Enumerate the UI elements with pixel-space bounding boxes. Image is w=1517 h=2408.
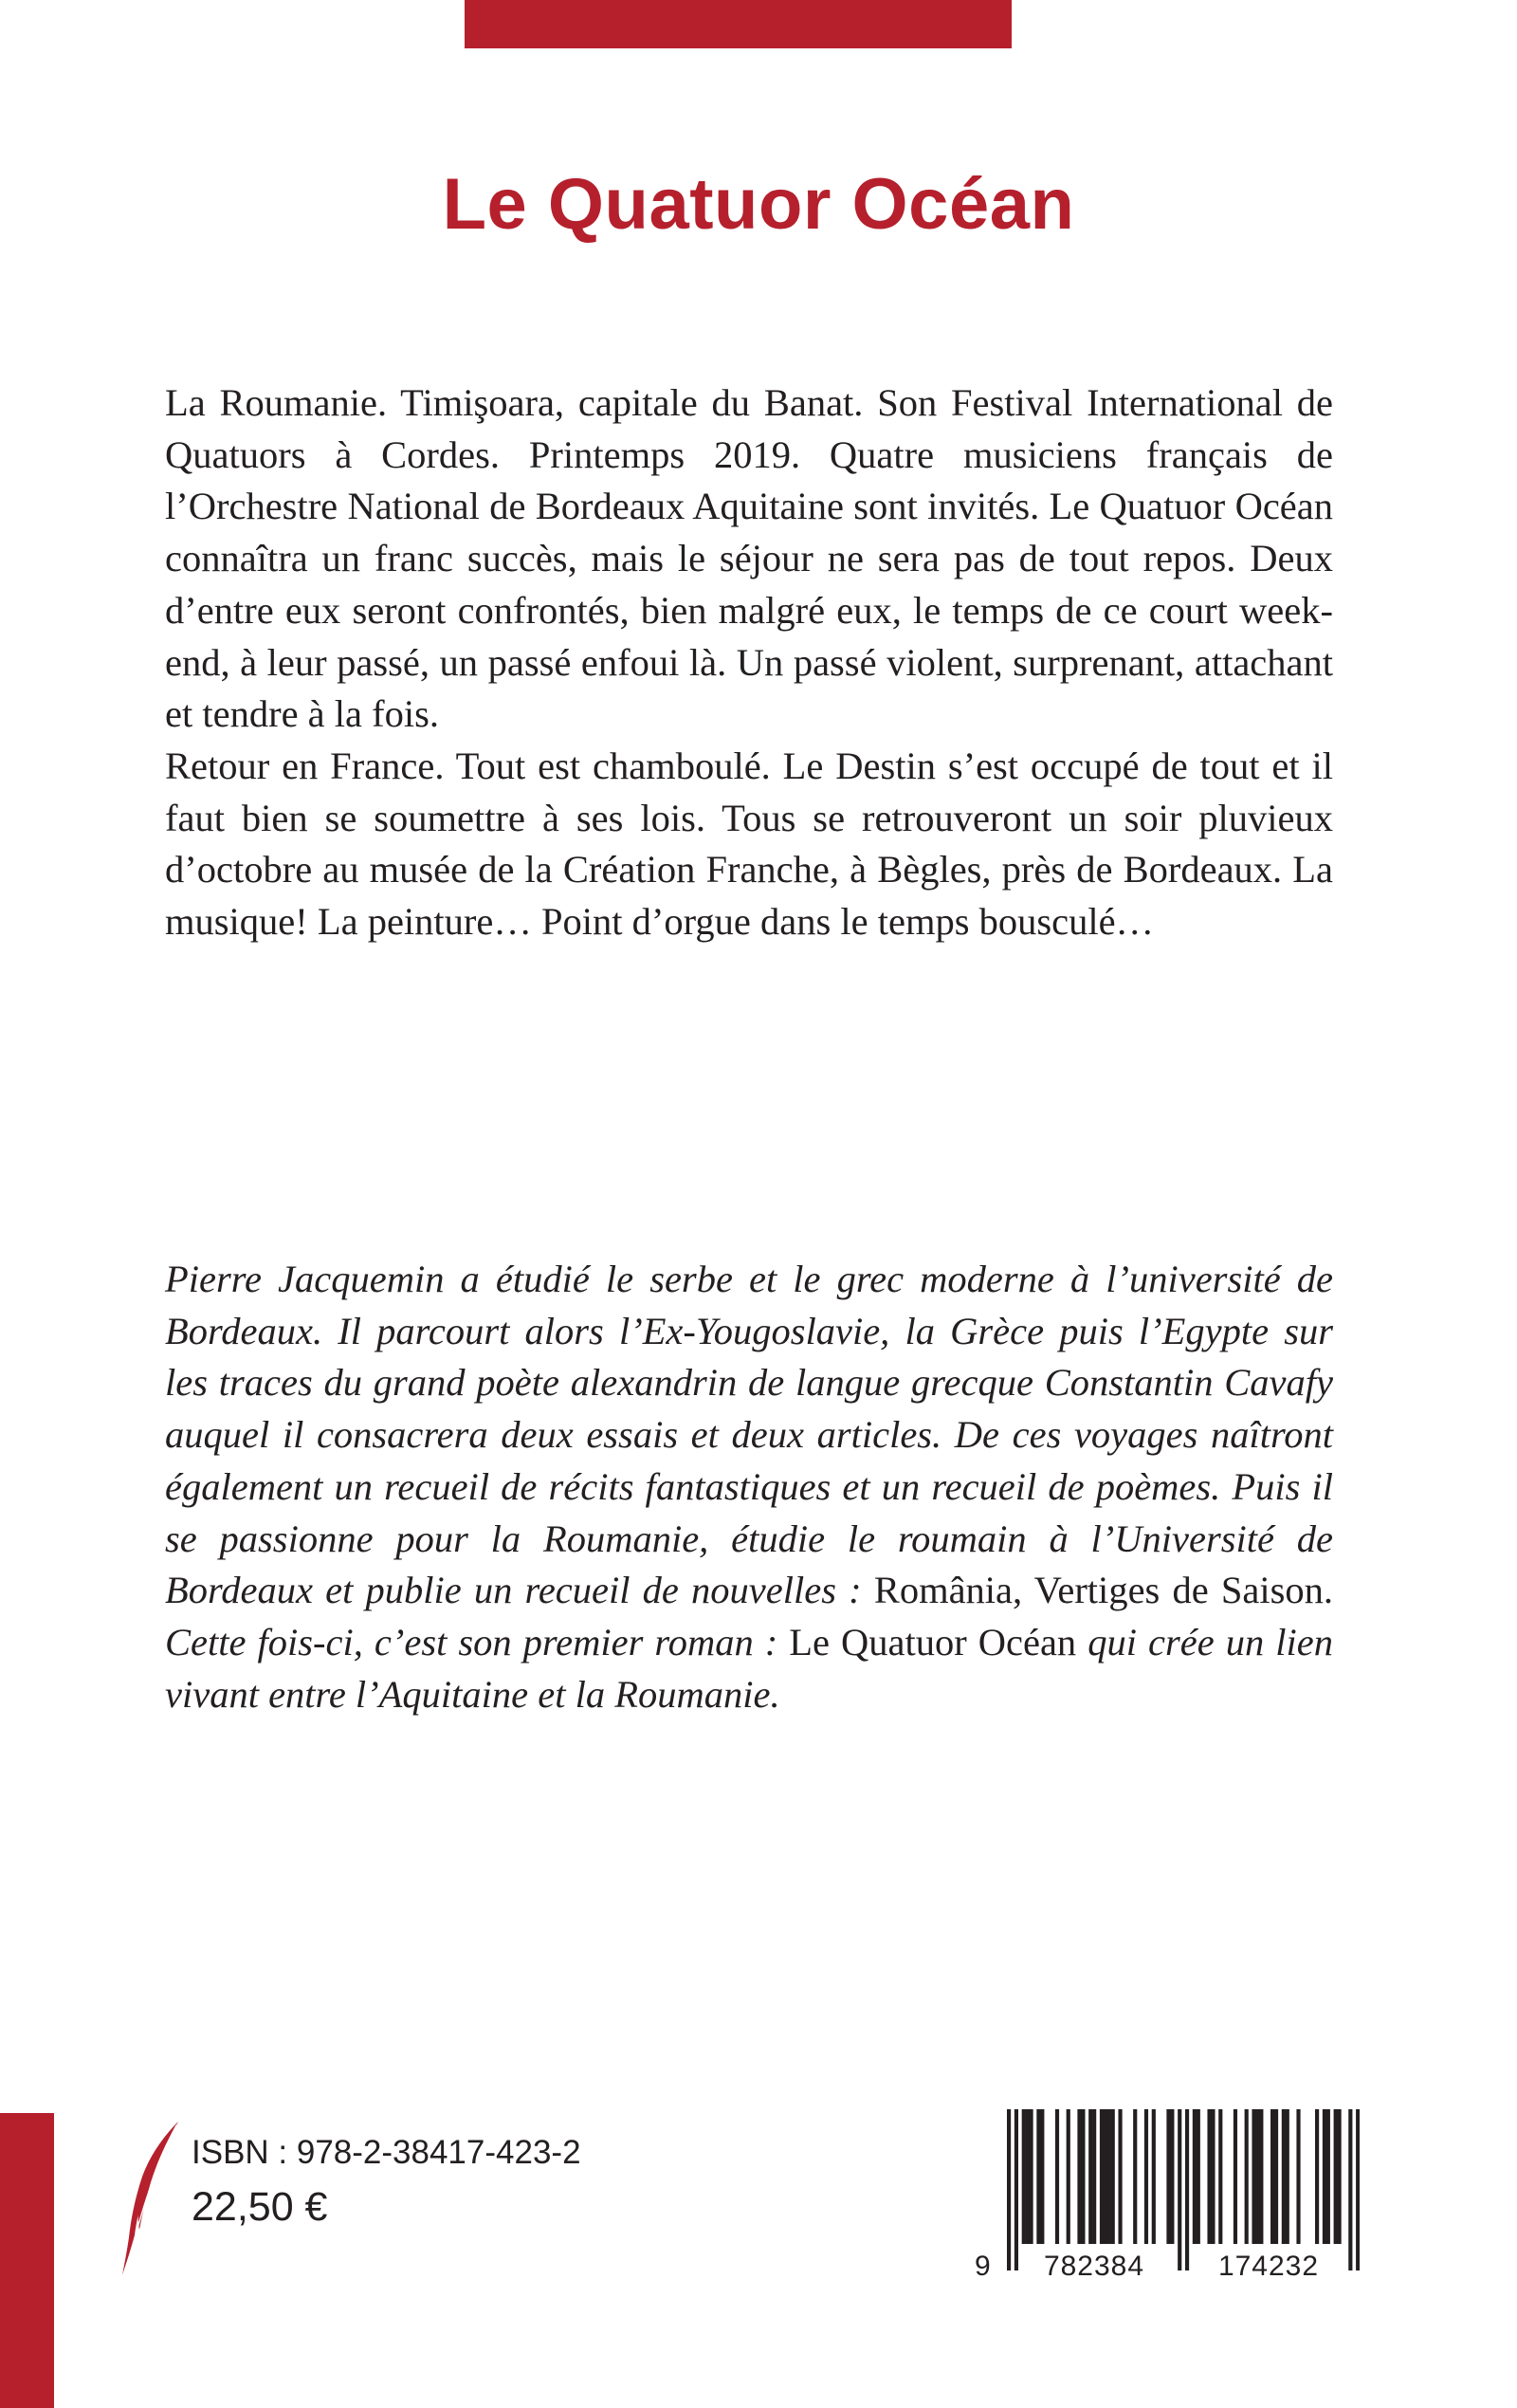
barcode-digit-first: 9 (975, 2251, 992, 2282)
barcode-bar (1118, 2109, 1122, 2244)
top-accent-bar (465, 0, 1012, 48)
barcode-bar (1026, 2109, 1030, 2244)
barcode-guard-bar (1007, 2109, 1011, 2270)
barcode-bar (1166, 2109, 1170, 2244)
barcode-bar (1036, 2109, 1040, 2244)
barcode-bar (1245, 2109, 1249, 2244)
barcode-bar (1218, 2109, 1222, 2244)
barcode-bar (1022, 2109, 1026, 2244)
barcode (1007, 2109, 1360, 2327)
barcode-bar (1088, 2109, 1092, 2244)
barcode-bar (1081, 2109, 1085, 2244)
barcode-bar (1197, 2109, 1200, 2244)
synopsis-paragraph-2: Retour en France. Tout est chamboulé. Le Destin s’est occupé de tout et il faut bien se soumettre à ses lois. Tous se retrouveront un soir pluvieux d’octobre au musée de la Création Franche, à Bègles, près de Bordeaux. La musique! La peinture… Point d’orgue dans le temps bousculé… (165, 744, 1333, 944)
barcode-guard-bar (1356, 2109, 1360, 2270)
barcode-guard-bar (1014, 2109, 1018, 2270)
barcode-digits-right: 174232 (1217, 2251, 1320, 2282)
barcode-bar (1029, 2109, 1033, 2244)
barcode-bar (1296, 2109, 1300, 2244)
quill-feather-icon (112, 2118, 184, 2279)
isbn: ISBN : 978-2-38417-423-2 (192, 2134, 581, 2171)
barcode-bar (1067, 2109, 1070, 2244)
barcode-bar (1077, 2109, 1081, 2244)
barcode-bar (1286, 2109, 1289, 2244)
barcode-bar (1326, 2109, 1330, 2244)
barcode-digits (975, 2251, 1363, 2283)
book-title: Le Quatuor Océan (442, 164, 1075, 245)
barcode-bar (1234, 2109, 1237, 2244)
barcode-bar (1100, 2109, 1104, 2244)
barcode-bar (1282, 2109, 1286, 2244)
barcode-bar (1255, 2109, 1259, 2244)
synopsis-paragraph-1: La Roumanie. Timişoara, capitale du Banat. Son Festival International de Quatuors à Cordes. Printemps 2019. Quatre musiciens français de l’Orchestre National de Bordeaux Aquitaine sont invités. Le Quatuor Océan connaîtra un franc succès, mais le séjour ne sera pas de tout repos. Deux d’entre eux seront confrontés, bien malgré eux, le temps de ce court week-end, à leur passé, un passé enfoui là. Un passé violent, surprenant, attachant et tendre à la fois. (165, 381, 1333, 736)
bio-text-2: Cette fois-ci, c’est son premier roman : (165, 1620, 790, 1664)
barcode-bar (1104, 2109, 1107, 2244)
barcode-guard-bar (1178, 2109, 1181, 2270)
bio-book-title-1: România, Vertiges de Saison. (873, 1569, 1333, 1612)
barcode-bar (1323, 2109, 1326, 2244)
side-accent-bar (0, 2113, 54, 2408)
barcode-bar (1338, 2109, 1342, 2244)
barcode-bar (1107, 2109, 1111, 2244)
bio-text-3: qui crée un lien vivant entre l’Aquitaine et la Roumanie. (165, 1620, 1333, 1716)
barcode-bar (1193, 2109, 1197, 2244)
barcode-bar (1252, 2109, 1255, 2244)
barcode-bar (1211, 2109, 1215, 2244)
barcode-bar (1259, 2109, 1263, 2244)
barcode-bar (1274, 2109, 1278, 2244)
bio-book-title-2: Le Quatuor Océan (789, 1620, 1077, 1664)
barcode-bar (1092, 2109, 1096, 2244)
barcode-bar (1334, 2109, 1338, 2244)
bio-text-1: Pierre Jacquemin a étudié le serbe et le grec moderne à l’université de Bordeaux. Il parcourt alors l’Ex-Yougoslavie, la Grèce puis l’Egypte sur les traces du grand poète alexandrin de langue grecque Constantin Cavafy auquel il consacrera deux essais et deux articles. De ces voyages naîtront également un recueil de récits fantastiques et un recueil de poèmes. Puis il se passionne pour la Roumanie, étudie le roumain à l’Université de Bordeaux et publie un recueil de nouvelles : (165, 1258, 1333, 1612)
barcode-bar (1170, 2109, 1174, 2244)
barcode-bar (1270, 2109, 1274, 2244)
barcode-bar (1207, 2109, 1211, 2244)
price: 22,50 € (192, 2184, 328, 2230)
barcode-bar (1144, 2109, 1148, 2244)
barcode-guard-bar (1185, 2109, 1189, 2270)
barcode-guard-bar (1348, 2109, 1352, 2270)
barcode-bar (1040, 2109, 1044, 2244)
barcode-bar (1133, 2109, 1137, 2244)
barcode-bar (1315, 2109, 1319, 2244)
barcode-bar (1111, 2109, 1115, 2244)
barcode-bar (1055, 2109, 1059, 2244)
barcode-bar (1152, 2109, 1156, 2244)
synopsis (165, 377, 1333, 948)
barcode-digits-left: 782384 (1043, 2251, 1145, 2282)
author-bio (165, 1254, 1333, 1720)
